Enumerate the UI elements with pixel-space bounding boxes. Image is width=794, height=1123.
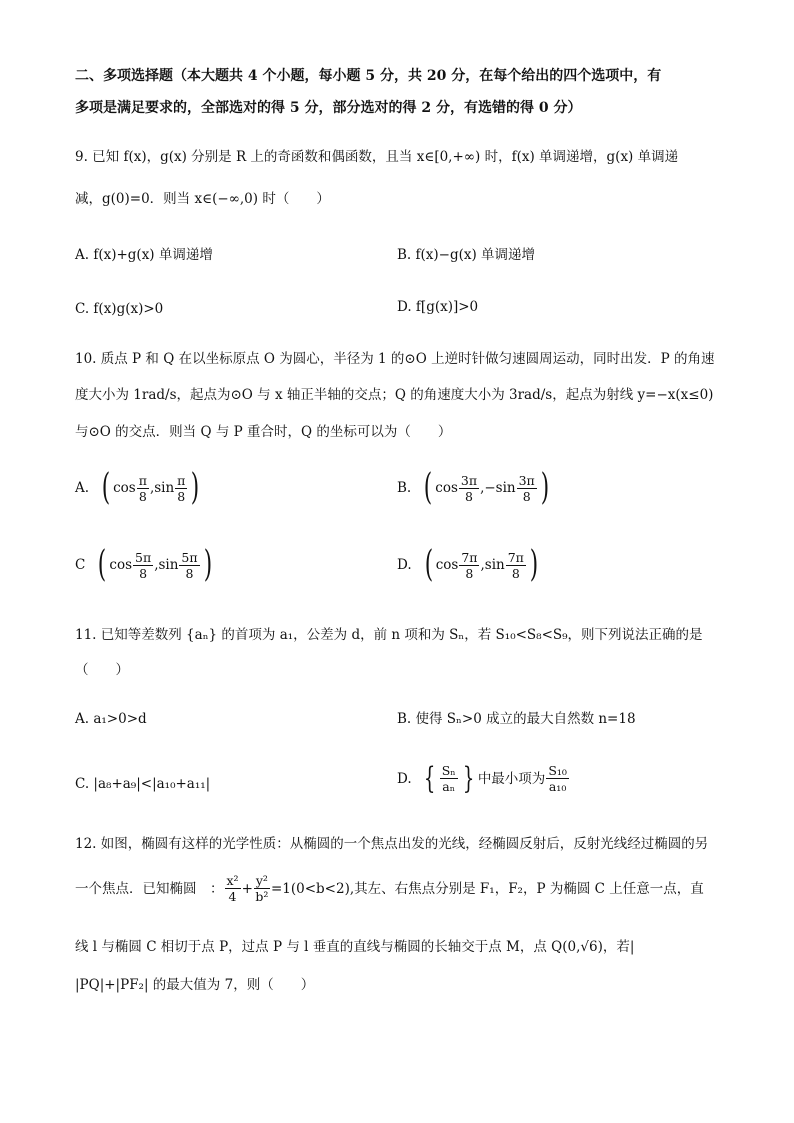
func: ,sin (149, 480, 175, 496)
q9-option-a[interactable]: A. f(x)+g(x) 单调递增 (75, 247, 213, 263)
left-paren: ( (424, 544, 433, 585)
right-paren: ) (203, 544, 212, 585)
func: cos (113, 480, 136, 496)
q11-option-d[interactable] (397, 760, 570, 796)
left-paren: ( (424, 467, 433, 508)
q9-option-c[interactable]: C. f(x)g(x)>0 (75, 301, 164, 317)
fraction: $\frac{7\pi}{8}$ (507, 549, 524, 581)
right-brace: } (462, 760, 474, 796)
q11-stem-line2: （ ） (75, 662, 129, 678)
fraction: $\frac{\text{x²}}{4}$ (226, 873, 239, 904)
q10-option-b[interactable] (397, 467, 552, 508)
fraction: $\frac{7\pi}{8}$ (461, 549, 478, 581)
q10-stem-line2: 度大小为 1rad/s，起点为⊙O 与 x 轴正半轴的交点；Q 的角速度大小为 3rad/s，起点为射线 y=−x(x≤0) (75, 387, 714, 403)
option-label: B. (397, 480, 412, 496)
func: ,−sin (480, 480, 516, 496)
left-brace: { (423, 760, 435, 796)
left-paren: ( (98, 544, 107, 585)
fraction: $\frac{5\pi}{8}$ (135, 549, 152, 581)
q10-option-d[interactable] (397, 544, 541, 585)
fraction: $\frac{3\pi}{8}$ (460, 472, 478, 504)
q11-option-c[interactable]: C. |a₈+a₉|<|a₁₀+a₁₁| (75, 776, 211, 792)
option-label: C (75, 557, 86, 573)
q9-option-d[interactable]: D. f[g(x)]>0 (397, 299, 479, 315)
q10-option-a[interactable] (75, 467, 202, 508)
right-paren: ) (540, 467, 550, 508)
fraction: $\frac{3\pi}{8}$ (518, 472, 535, 504)
text: =1(0<b<2),其左、右焦点分别是 F₁，F₂，P 为椭圆 C 上任意一点，直 (270, 880, 704, 897)
left-paren: ( (101, 467, 111, 508)
fraction: $\frac{\pi}{8}$ (138, 472, 147, 504)
section-heading-line1: 二、多项选择题（本大题共 4 个小题，每小题 5 分，共 20 分，在每个给出的四个选项中，有 (75, 68, 662, 84)
fraction: $\frac{5\pi}{8}$ (181, 549, 198, 581)
right-paren: ) (191, 467, 200, 508)
text: + (241, 880, 253, 897)
option-label: D. (397, 770, 412, 787)
q12-stem-line4: |PQ|+|PF₂| 的最大值为 7，则（ ） (75, 977, 315, 993)
q12-stem-line1: 12. 如图，椭圆有这样的光学性质：从椭圆的一个焦点出发的光线，经椭圆反射后，反射光线经过椭圆的另 (75, 836, 709, 852)
q12-stem-line3: 线 l 与椭圆 C 相切于点 P，过点 P 与 l 垂直的直线与椭圆的长轴交于点 M，点 Q(0,√6)，若| (75, 939, 635, 955)
option-label: D. (397, 557, 412, 573)
q11-option-a[interactable]: A. a₁>0>d (75, 711, 147, 727)
q11-stem-line1: 11. 已知等差数列 {aₙ} 的首项为 a₁，公差为 d，前 n 项和为 Sₙ，若 S₁₀<S₈<S₉，则下列说法正确的是 (75, 627, 703, 643)
func: cos (435, 480, 458, 496)
q10-stem-line3: 与⊙O 的交点．则当 Q 与 P 重合时，Q 的坐标可以为（ ） (75, 424, 452, 440)
q9-option-b[interactable]: B. f(x)−g(x) 单调递增 (397, 247, 536, 263)
q9-stem-line1: 9. 已知 f(x)，g(x) 分别是 R 上的奇函数和偶函数，且当 x∈[0,+∞) 时，f(x) 单调递增，g(x) 单调递 (75, 149, 679, 165)
section-heading-line2: 多项是满足要求的，全部选对的得 5 分，部分选对的得 2 分，有选错的得 0 分） (75, 100, 582, 116)
fraction: $\frac{\text{y²}}{\text{b²}}$ (255, 873, 269, 904)
right-paren: ) (529, 544, 539, 585)
text: 一个焦点．已知椭圆 ： (75, 880, 224, 897)
func: ,sin (154, 557, 179, 573)
text: 中最小项为 (477, 770, 546, 787)
func: cos (435, 557, 459, 573)
q9-stem-line2: 减，g(0)=0．则当 x∈(−∞,0) 时（ ） (75, 191, 330, 207)
fraction: $\frac{\text{S₁₀}}{\text{a₁₀}}$ (548, 763, 567, 794)
q10-stem-line1: 10. 质点 P 和 Q 在以坐标原点 O 为圆心，半径为 1 的⊙O 上逆时针做匀速圆周运动，同时出发．P 的角速 (75, 351, 715, 367)
func: cos (109, 557, 133, 573)
option-label: A. (75, 480, 90, 496)
q11-option-b[interactable]: B. 使得 Sₙ>0 成立的最大自然数 n=18 (397, 711, 636, 727)
func: ,sin (480, 557, 505, 573)
q10-option-c[interactable] (75, 544, 215, 585)
q12-stem-line2 (75, 873, 704, 904)
fraction: $\frac{\text{Sₙ}}{\text{aₙ}}$ (441, 763, 456, 794)
fraction: $\frac{\pi}{8}$ (177, 472, 186, 504)
